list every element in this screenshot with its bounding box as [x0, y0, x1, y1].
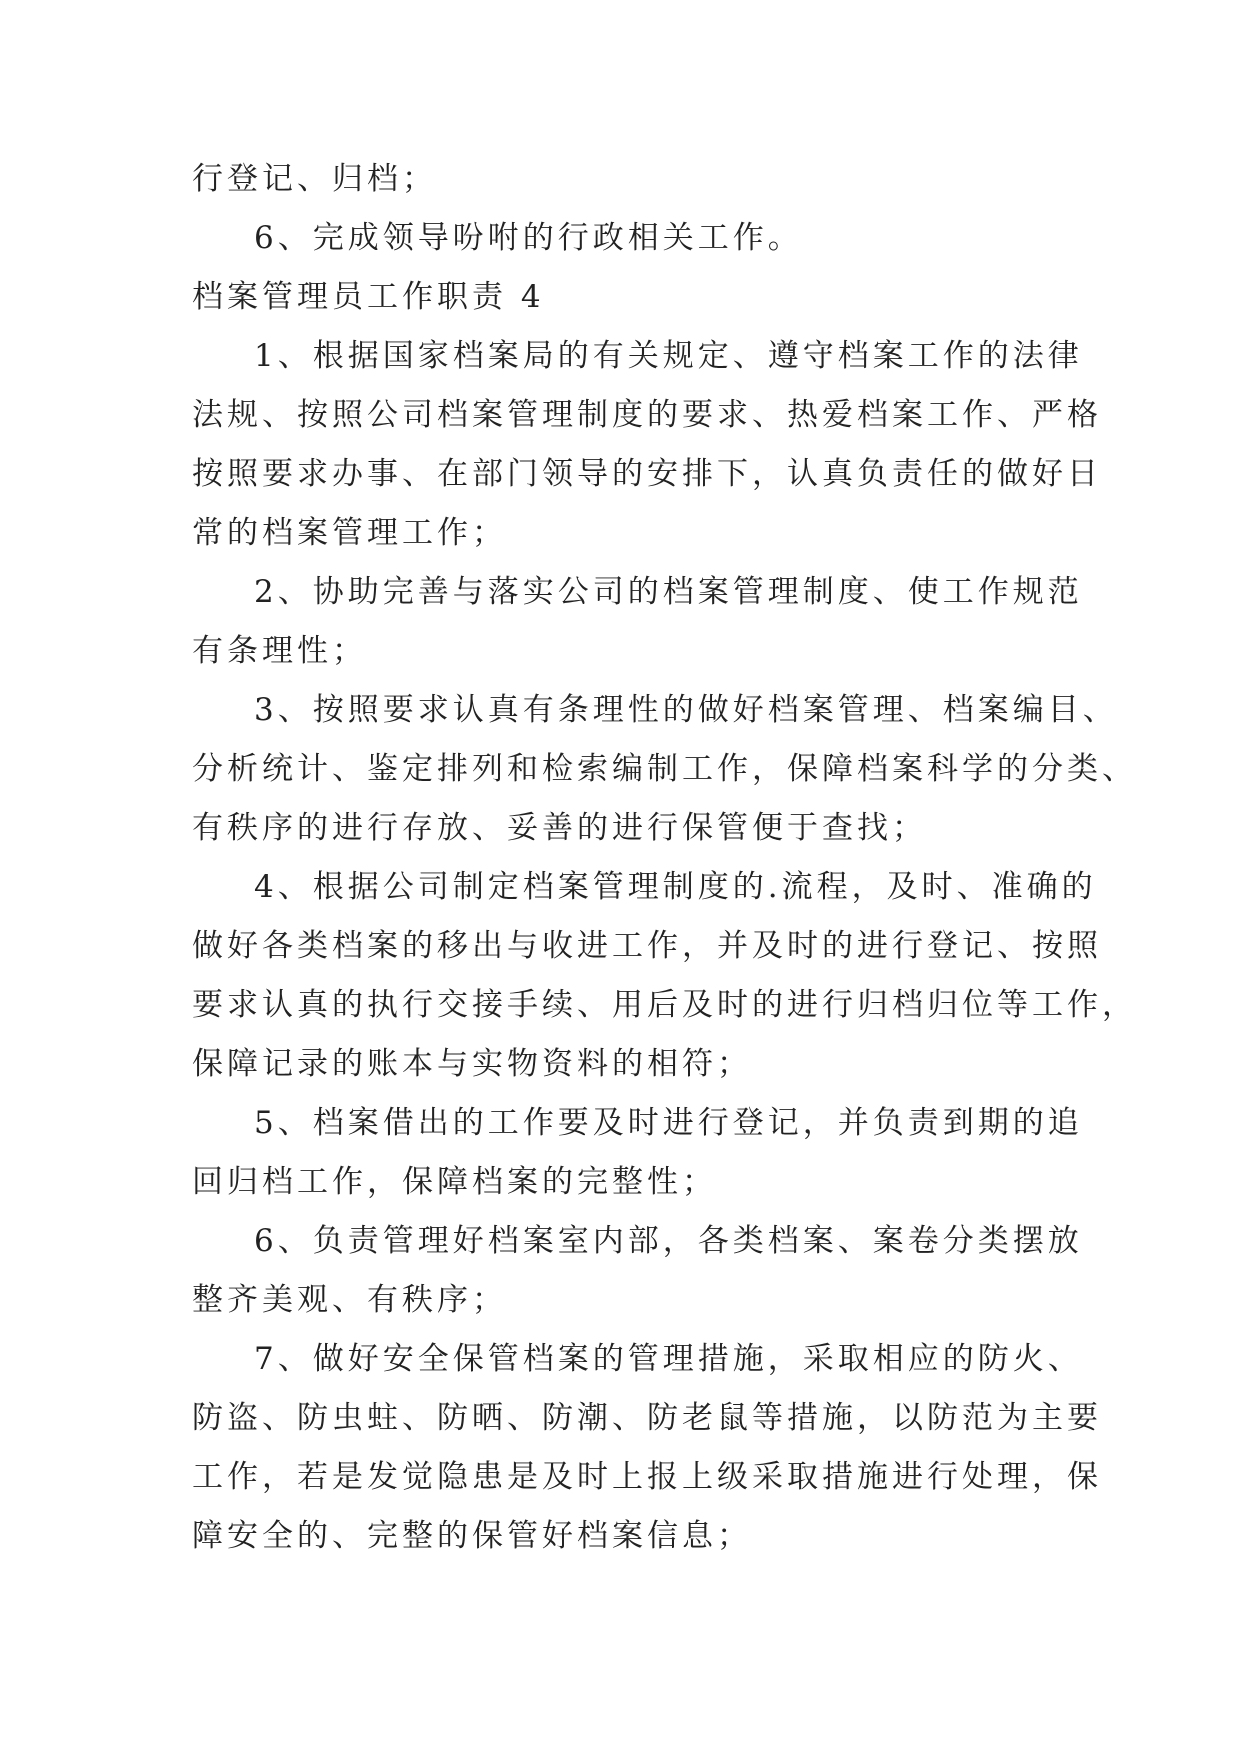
text-line: 行登记、归档； — [192, 161, 437, 197]
text-line: 有条理性； — [192, 633, 367, 669]
text-line: 工作，若是发觉隐患是及时上报上级采取措施进行处理，保 — [192, 1459, 1102, 1495]
text-line: 回归档工作，保障档案的完整性； — [192, 1164, 717, 1200]
text-line: 6、负责管理好档案室内部，各类档案、案卷分类摆放 — [254, 1223, 1083, 1259]
document-body — [192, 150, 1137, 1566]
text-line: 5、档案借出的工作要及时进行登记，并负责到期的追 — [254, 1105, 1083, 1141]
text-line: 有秩序的进行存放、妥善的进行保管便于查找； — [192, 810, 927, 846]
text-line: 整齐美观、有秩序； — [192, 1282, 507, 1318]
text-line: 分析统计、鉴定排列和检索编制工作，保障档案科学的分类、 — [192, 751, 1137, 787]
text-line: 做好各类档案的移出与收进工作，并及时的进行登记、按照 — [192, 928, 1102, 964]
text-line: 法规、按照公司档案管理制度的要求、热爱档案工作、严格 — [192, 397, 1102, 433]
text-line: 4、根据公司制定档案管理制度的.流程，及时、准确的 — [254, 869, 1097, 905]
text-line: 要求认真的执行交接手续、用后及时的进行归档归位等工作， — [192, 987, 1137, 1023]
text-line: 保障记录的账本与实物资料的相符； — [192, 1046, 752, 1082]
text-line: 常的档案管理工作； — [192, 515, 507, 551]
text-line: 1、根据国家档案局的有关规定、遵守档案工作的法律 — [254, 338, 1083, 374]
text-line: 障安全的、完整的保管好档案信息； — [192, 1518, 752, 1554]
text-line: 6、完成领导吩咐的行政相关工作。 — [254, 220, 803, 256]
text-line: 按照要求办事、在部门领导的安排下，认真负责任的做好日 — [192, 456, 1102, 492]
text-line: 2、协助完善与落实公司的档案管理制度、使工作规范 — [254, 574, 1083, 610]
text-line: 7、做好安全保管档案的管理措施，采取相应的防火、 — [254, 1341, 1083, 1377]
text-line: 防盗、防虫蛀、防晒、防潮、防老鼠等措施，以防范为主要 — [192, 1400, 1102, 1436]
section-heading: 档案管理员工作职责 4 — [192, 279, 545, 315]
text-line: 3、按照要求认真有条理性的做好档案管理、档案编目、 — [254, 692, 1118, 728]
